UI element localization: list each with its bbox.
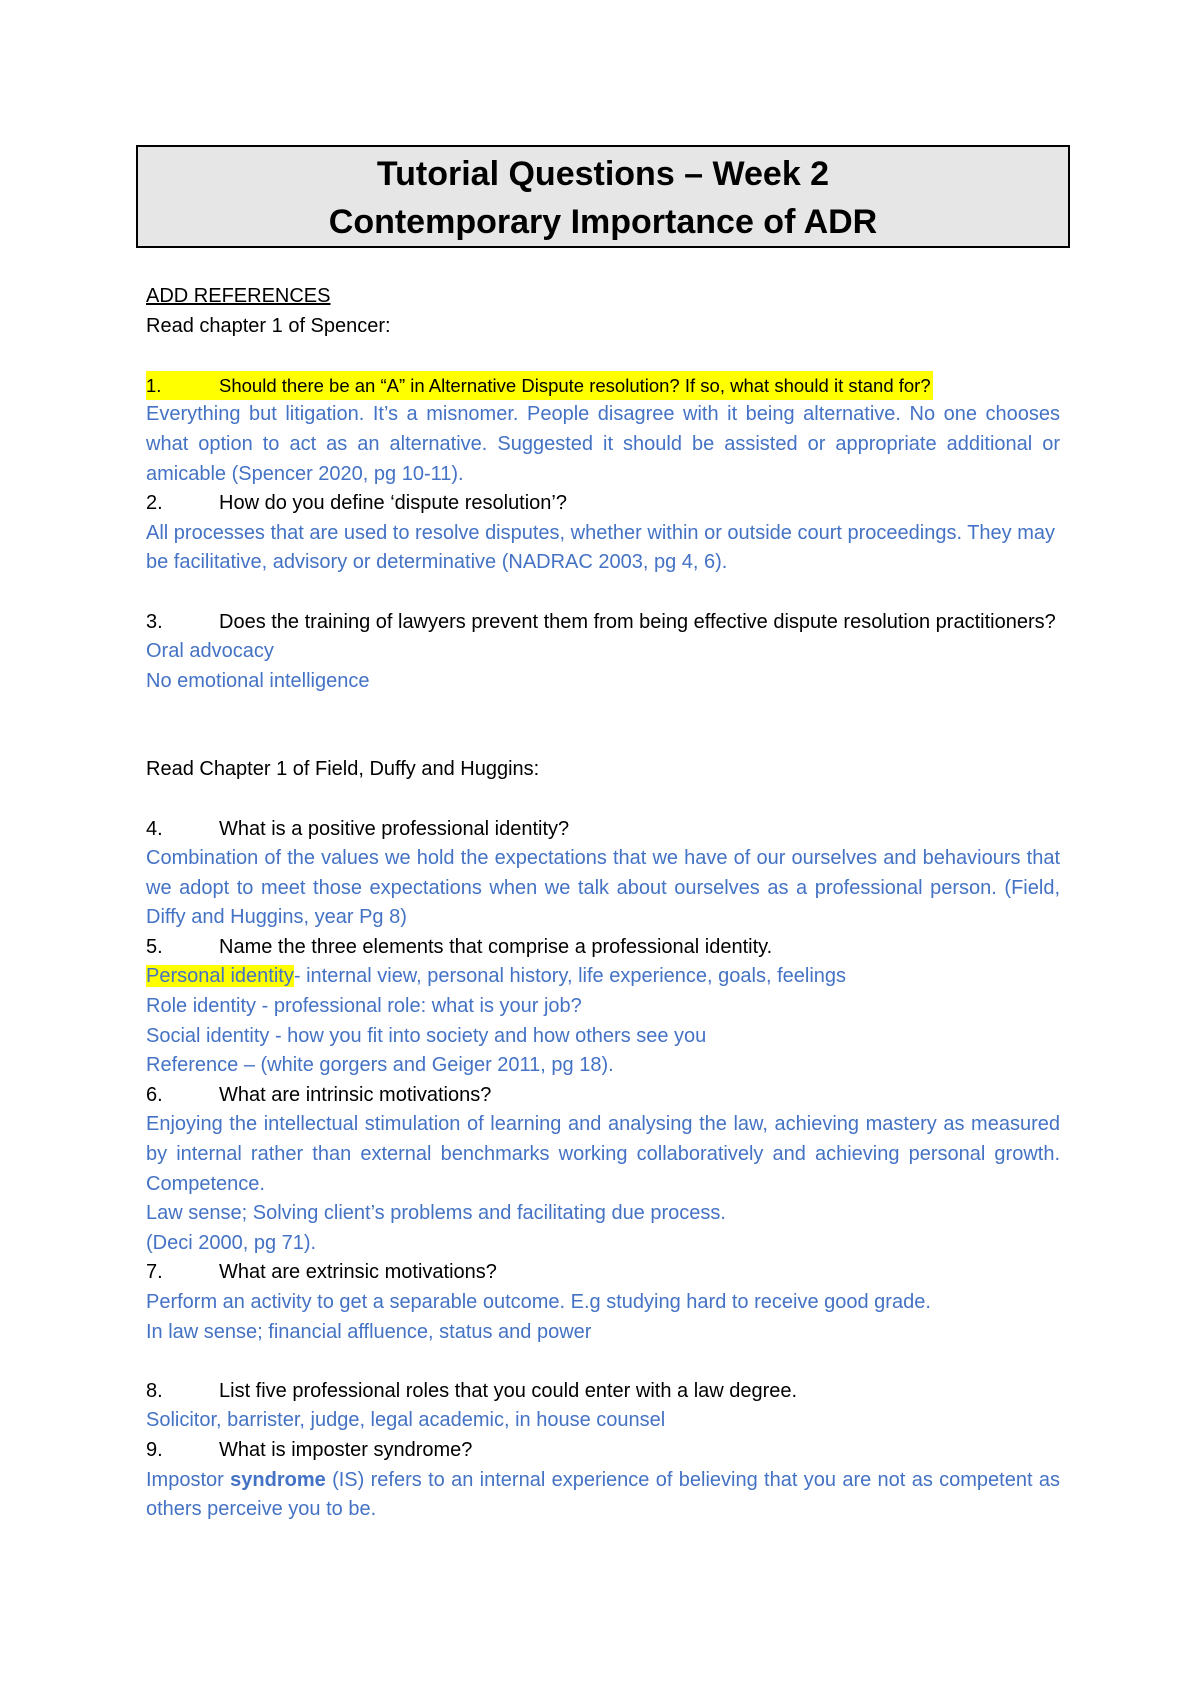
- question-number: 9.: [146, 1438, 163, 1461]
- question-5: [146, 933, 1060, 963]
- question-7: [146, 1258, 1060, 1288]
- question-text: Name the three elements that comprise a professional identity.: [219, 935, 773, 958]
- question-number: 7.: [146, 1261, 163, 1284]
- answer-9-post: (IS) refers to an internal experience of believing that you are not as competent as others perceive you to be.: [146, 1468, 1060, 1521]
- section-heading-field: Read Chapter 1 of Field, Duffy and Huggins:: [146, 758, 540, 781]
- answer-3-line-1: Oral advocacy: [146, 640, 274, 663]
- answer-8: Solicitor, barrister, judge, legal academic, in house counsel: [146, 1409, 666, 1432]
- answer-9-bold-term: syndrome: [230, 1468, 326, 1491]
- answer-4: Combination of the values we hold the expectations that we have of our ourselves and behaviours that we adopt to meet those expectations when we talk about ourselves as a professional person. (Field, Diffy and Huggins, year Pg 8): [146, 847, 1060, 929]
- question-text: List five professional roles that you could enter with a law degree.: [219, 1379, 798, 1402]
- question-text: How do you define ‘dispute resolution’?: [219, 492, 567, 515]
- highlighted-term: Personal identity: [146, 965, 294, 988]
- question-number: 6.: [146, 1083, 163, 1106]
- question-8: [146, 1377, 1060, 1407]
- title-line-1: Tutorial Questions – Week 2: [376, 155, 830, 193]
- answer-5-line-1: [146, 962, 1060, 992]
- question-number: 1.: [146, 371, 219, 401]
- answer-2: All processes that are used to resolve disputes, whether within or outside court proceedings. They may be facilitative, advisory or determinative (NADRAC 2003, pg 4, 6).: [146, 521, 1055, 574]
- answer-9: [146, 1466, 1060, 1525]
- question-text: What is imposter syndrome?: [219, 1438, 473, 1461]
- answer-6-para-1: Enjoying the intellectual stimulation of learning and analysing the law, achieving mastery as measured by internal rather than external benchmarks working collaboratively and achieving personal growth. Competence.: [146, 1113, 1060, 1195]
- question-6: [146, 1081, 1060, 1111]
- answer-6-line-2: Law sense; Solving client’s problems and facilitating due process.: [146, 1202, 726, 1225]
- title-box: [136, 145, 1070, 248]
- title-line-2: Contemporary Importance of ADR: [328, 203, 878, 241]
- question-4: [146, 815, 1060, 845]
- question-text: Should there be an “A” in Alternative Dispute resolution? If so, what should it stand for?: [219, 371, 933, 401]
- question-text: What is a positive professional identity?: [219, 817, 570, 840]
- answer-9-pre: Impostor: [146, 1468, 231, 1491]
- answer-1: Everything but litigation. It’s a misnomer. People disagree with it being alternative. No one chooses what option to act as an alternative. Suggested it should be assisted or appropriate additional or amicable (Spencer 2020, pg 10-11).: [146, 403, 1060, 485]
- answer-5-line-3: Social identity - how you fit into society and how others see you: [146, 1024, 707, 1047]
- question-number: 2.: [146, 492, 163, 515]
- answer-7-line-2: In law sense; financial affluence, status and power: [146, 1320, 592, 1343]
- answer-5-line-1-rest: - internal view, personal history, life experience, goals, feelings: [293, 965, 847, 988]
- question-1: [146, 371, 1060, 401]
- question-2: [146, 489, 1060, 519]
- answer-3-line-2: No emotional intelligence: [146, 669, 370, 692]
- question-9: [146, 1436, 1060, 1466]
- question-number: 4.: [146, 817, 163, 840]
- section-heading-spencer: Read chapter 1 of Spencer:: [146, 314, 391, 337]
- question-number: 8.: [146, 1379, 163, 1402]
- answer-5-line-4: Reference – (white gorgers and Geiger 2011, pg 18).: [146, 1054, 614, 1077]
- question-3: [146, 608, 1060, 638]
- document-body: [146, 282, 1060, 1525]
- question-text: What are intrinsic motivations?: [219, 1083, 492, 1106]
- question-number: 3.: [146, 610, 163, 633]
- question-number: 5.: [146, 935, 163, 958]
- question-text: Does the training of lawyers prevent them from being effective dispute resolution practitioners?: [219, 610, 1056, 633]
- answer-7-line-1: Perform an activity to get a separable outcome. E.g studying hard to receive good grade.: [146, 1291, 931, 1313]
- answer-6-line-3: (Deci 2000, pg 71).: [146, 1231, 317, 1254]
- answer-5-line-2: Role identity - professional role: what is your job?: [146, 995, 582, 1018]
- question-text: What are extrinsic motivations?: [219, 1261, 497, 1284]
- add-references-heading: ADD REFERENCES: [146, 285, 331, 307]
